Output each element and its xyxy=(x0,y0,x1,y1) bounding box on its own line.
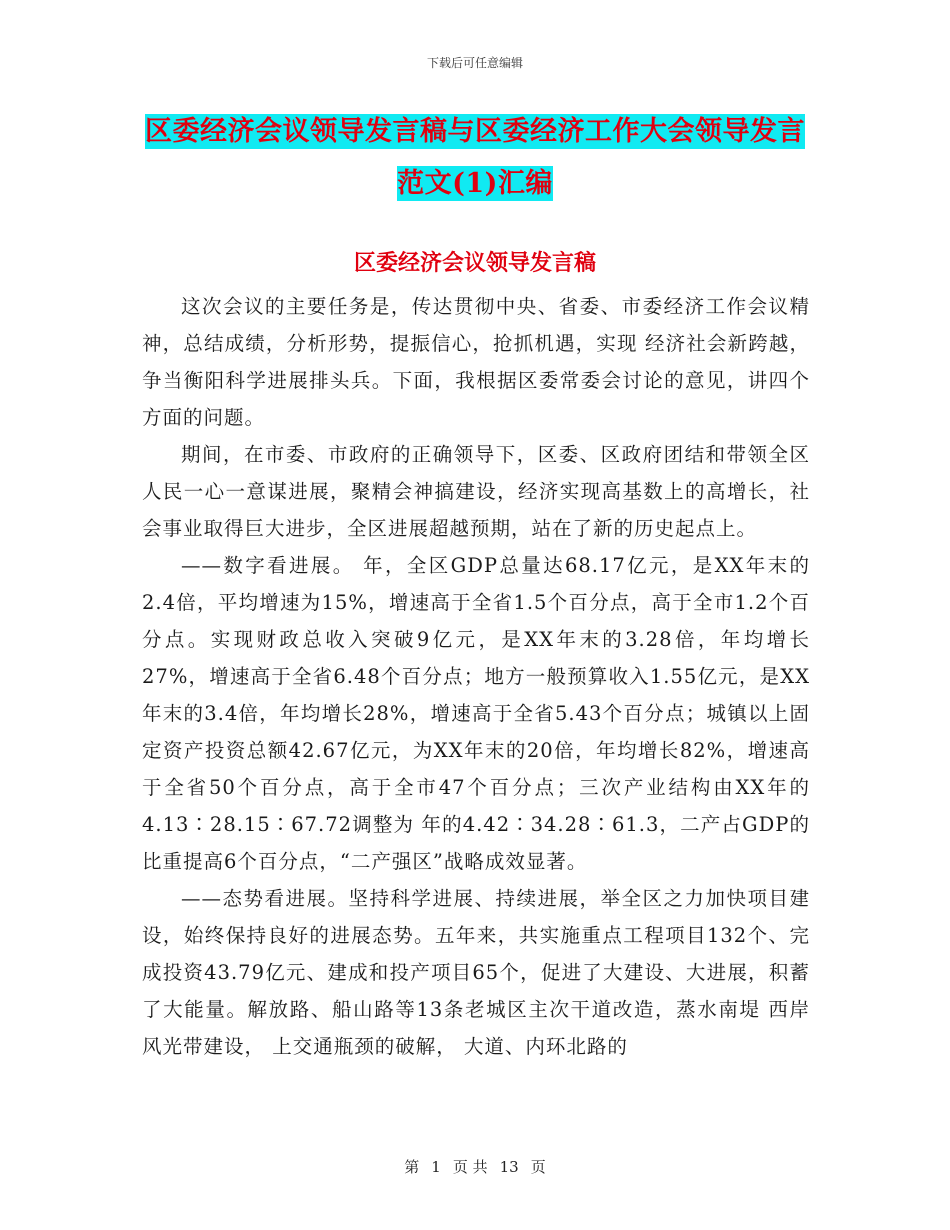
header-note: 下载后可任意编辑 xyxy=(426,56,523,70)
paragraph: ——态势看进展。坚持科学进展、持续进展，举全区之力加快项目建设，始终保持良好的进展态势。五年来，共实施重点工程项目132个、完成投资43.79亿元、建成和投产项目65个，促进了大建设、大进展，积蓄了大能量。解放路、船山路等13条老城区主次干道改造，蒸水南堤 西岸风光带建设， 上交通瓶颈的破解， 大道、内环北路的 xyxy=(142,887,810,1058)
paragraph: 期间，在市委、市政府的正确领导下，区委、区政府团结和带领全区人民一心一意谋进展，聚精会神搞建设，经济实现高基数上的高增长，社会事业取得巨大进步，全区进展超越预期，站在了新的历史起点上。 xyxy=(142,443,810,540)
document-title-text: 区委经济会议领导发言稿与区委经济工作大会领导发言范文(1)汇编 xyxy=(145,116,805,199)
section-title: 区委经济会议领导发言稿 xyxy=(353,250,596,276)
footer-prefix: 第 xyxy=(404,1158,420,1176)
footer-middle: 页 共 xyxy=(452,1158,488,1176)
document-title xyxy=(140,106,810,210)
paragraph: ——数字看进展。 年，全区GDP总量达68.17亿元，是XX年末的2.4倍，平均增速为15%，增速高于全省1.5个百分点，高于全市1.2个百分点。实现财政总收入突破9亿元，是XX年末的3.28倍，年均增长27%，增速高于全省6.48个百分点；地方一般预算收入1.55亿元，是XX年末的3.4倍，年均增长28%，增速高于全省5.43个百分点；城镇以上固定资产投资总额42.67亿元，为XX年末的20倍，年均增长82%，增速高于全省50个百分点，高于全市47个百分点；三次产业结构由XX年的4.13∶28.15∶67.72调整为 年的4.42∶34.28∶61.3，二产占GDP的比重提高6个百分点，“二产强区”战略成效显著。 xyxy=(142,554,810,873)
page-number: 1 xyxy=(431,1158,441,1176)
page-footer xyxy=(0,1156,950,1177)
document-body xyxy=(142,288,810,1065)
footer-suffix: 页 xyxy=(530,1158,546,1176)
paragraph: 这次会议的主要任务是，传达贯彻中央、省委、市委经济工作会议精神，总结成绩，分析形势，提振信心，抢抓机遇，实现 经济社会新跨越，争当衡阳科学进展排头兵。下面，我根据区委常委会讨论的意见，讲四个方面的问题。 xyxy=(142,295,810,429)
page-total: 13 xyxy=(499,1158,519,1176)
